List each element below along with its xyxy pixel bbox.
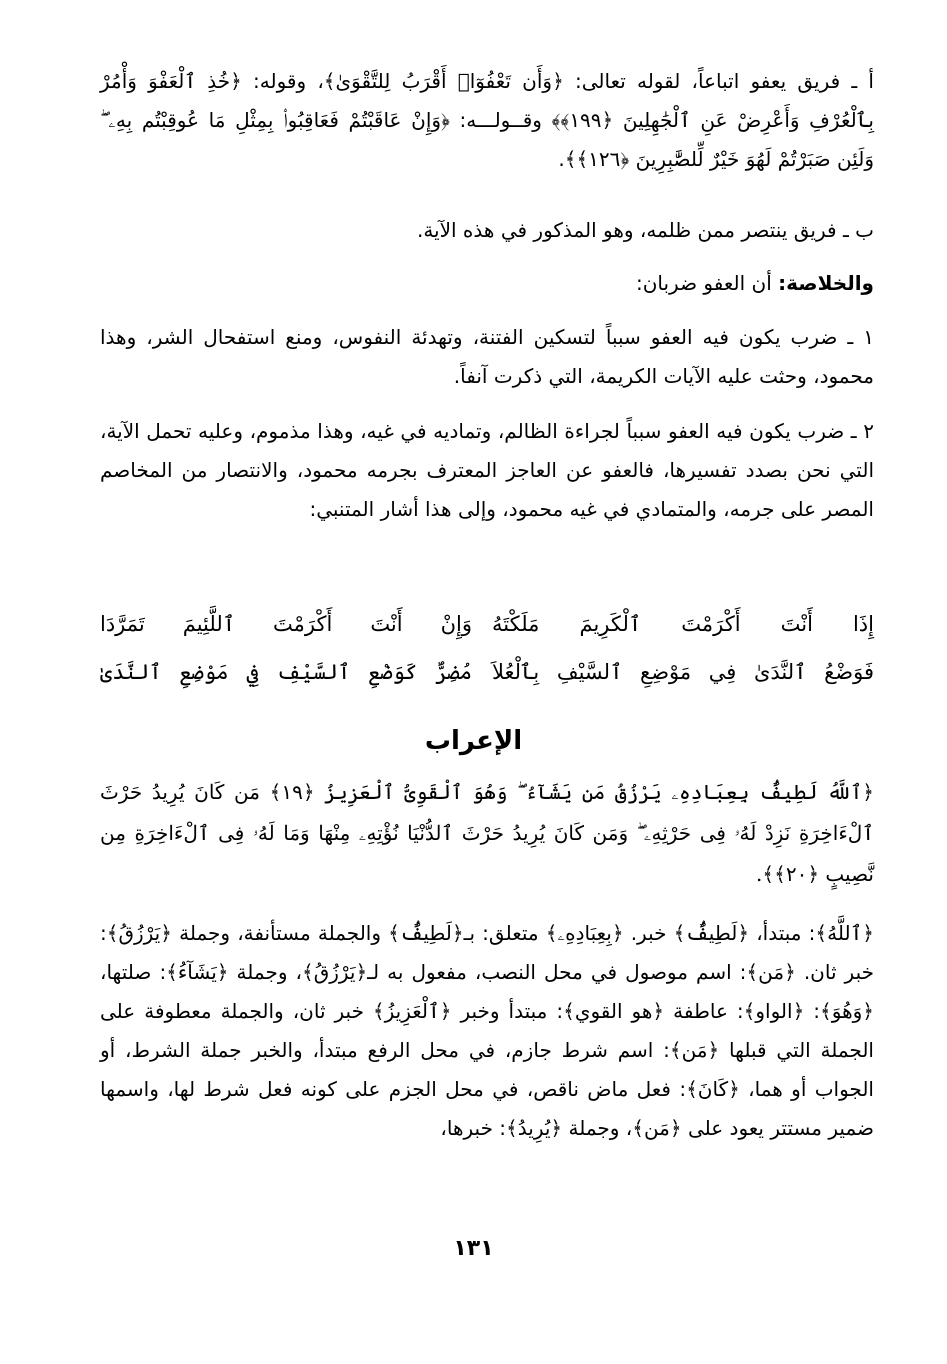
irab-analysis-paragraph: ﴿ٱللَّهُ﴾: مبتدأ، ﴿لَطِيفٌۢ﴾ خبر. ﴿بِعِبَادِهِۦ﴾ متعلق: بـ﴿لَطِيفٌۢ﴾ والجملة مستأنفة، وجملة ﴿يَرْزُقُ﴾: خبر ثان. ﴿مَن﴾: اسم موصول في محل النصب، مفعول به لـ﴿يَرْزُقُ﴾، وجملة ﴿يَشَآءُ﴾: صلتها، ﴿وَهُوَ﴾: ﴿الواو﴾: عاطفة ﴿هو القوي﴾: مبتدأ وخبر ﴿ٱلْعَزِيزُ﴾ خبر ثان، والجملة معطوفة على الجملة التي قبلها ﴿مَن﴾: اسم شرط جازم، في محل الرفع مبتدأ، والخبر جملة الشرط، أو الجواب أو هما، ﴿كَانَ﴾: فعل ماض ناقص، في محل الجزم على كونه فعل شرط لها، واسمها ضمير مستتر يعود على ﴿مَن﴾، وجملة ﴿يُرِيدُ﴾: خبرها، [100,921,874,1140]
poem-line-1-first-hemistich: إِذَا أَنْتَ أَكْرَمْتَ ٱلْكَرِيمَ مَلَكْتَهُ [492,612,874,636]
poem-line-1 [100,612,874,656]
paragraph-vindicating-group: ب ـ فريق ينتصر ممن ظلمه، وهو المذكور في هذه الآية. [416,218,874,242]
paragraph-forgiving-group: أ ـ فريق يعفو اتباعاً، لقوله تعالى: ﴿وَأَن تَعْفُوٓا۟ أَقْرَبُ لِلتَّقْوَىٰ﴾، وقوله: ﴿خُذِ ٱلْعَفْوَ وَأْمُرْ بِٱلْعُرْفِ وَأَعْرِضْ عَنِ ٱلْجَٰهِلِينَ ﴿١٩٩﴾﴾ وقــولـــه: ﴿وَإِنْ عَاقَبْتُمْ فَعَاقِبُوا۟ بِمِثْلِ مَا عُوقِبْتُم بِهِۦ ۖ وَلَئِن صَبَرْتُمْ لَهُوَ خَيْرٌ لِّلصَّٰبِرِينَ ﴿١٢٦﴾﴾. [100,69,874,171]
summary-text: أن العفو ضربان: [635,271,779,295]
poem-line-2 [100,660,874,704]
poem-line-2-second-hemistich: مُضِرٌّ كَوَضْعِ ٱلسَّيْفِ فِي مَوْضِعِ ٱلنَّدَىٰ [100,660,472,684]
paragraph-type-two: ٢ ـ ضرب يكون فيه العفو سبباً لجراءة الظالم، وتماديه في غيه، وهذا مذموم، وعليه تحمل الآية، التي نحن بصدد تفسيرها، فالعفو عن العاجز المعترف بجرمه محمود، والانتصار من المخاصم المصر على جرمه، والمتمادي في غيه محمود، وإلى هذا أشار المتنبي: [100,419,874,521]
poem-line-1-second-hemistich: وَإِنْ أَنْتَ أَكْرَمْتَ ٱللَّئِيمَ تَمَرَّدَا [100,612,472,636]
paragraph-type-one: ١ ـ ضرب يكون فيه العفو سبباً لتسكين الفتنة، وتهدئة النفوس، ومنع استفحال الشر، وهذا محمود، وحثت عليه الآيات الكريمة، التي ذكرت آنفاً. [100,325,874,388]
page-number: ١٣١ [453,1236,494,1261]
poem-line-2-first-hemistich: فَوَضْعُ ٱلنَّدَىٰ فِي مَوْضِعِ ٱلسَّيْفِ بِٱلْعُلاَ [492,660,874,684]
summary-label: والخلاصة: [778,271,874,295]
section-heading: الإعراب [424,726,523,756]
quran-verses-block: ﴿ٱللَّهُ لَطِيفٌۢ بِعِبَادِهِۦ يَرْزُقُ مَن يَشَآءُ ۖ وَهُوَ ٱلْقَوِىُّ ٱلْعَزِيزُ ﴿١٩﴾ مَن كَانَ يُرِيدُ حَرْثَ ٱلْءَاخِرَةِ نَزِدْ لَهُۥ فِى حَرْثِهِۦ ۖ وَمَن كَانَ يُرِيدُ حَرْثَ ٱلدُّنْيَا نُؤْتِهِۦ مِنْهَا وَمَا لَهُۥ فِى ٱلْءَاخِرَةِ مِن نَّصِيبٍ ﴿٢٠﴾﴾. [100,780,874,886]
paragraph-summary [100,264,874,303]
